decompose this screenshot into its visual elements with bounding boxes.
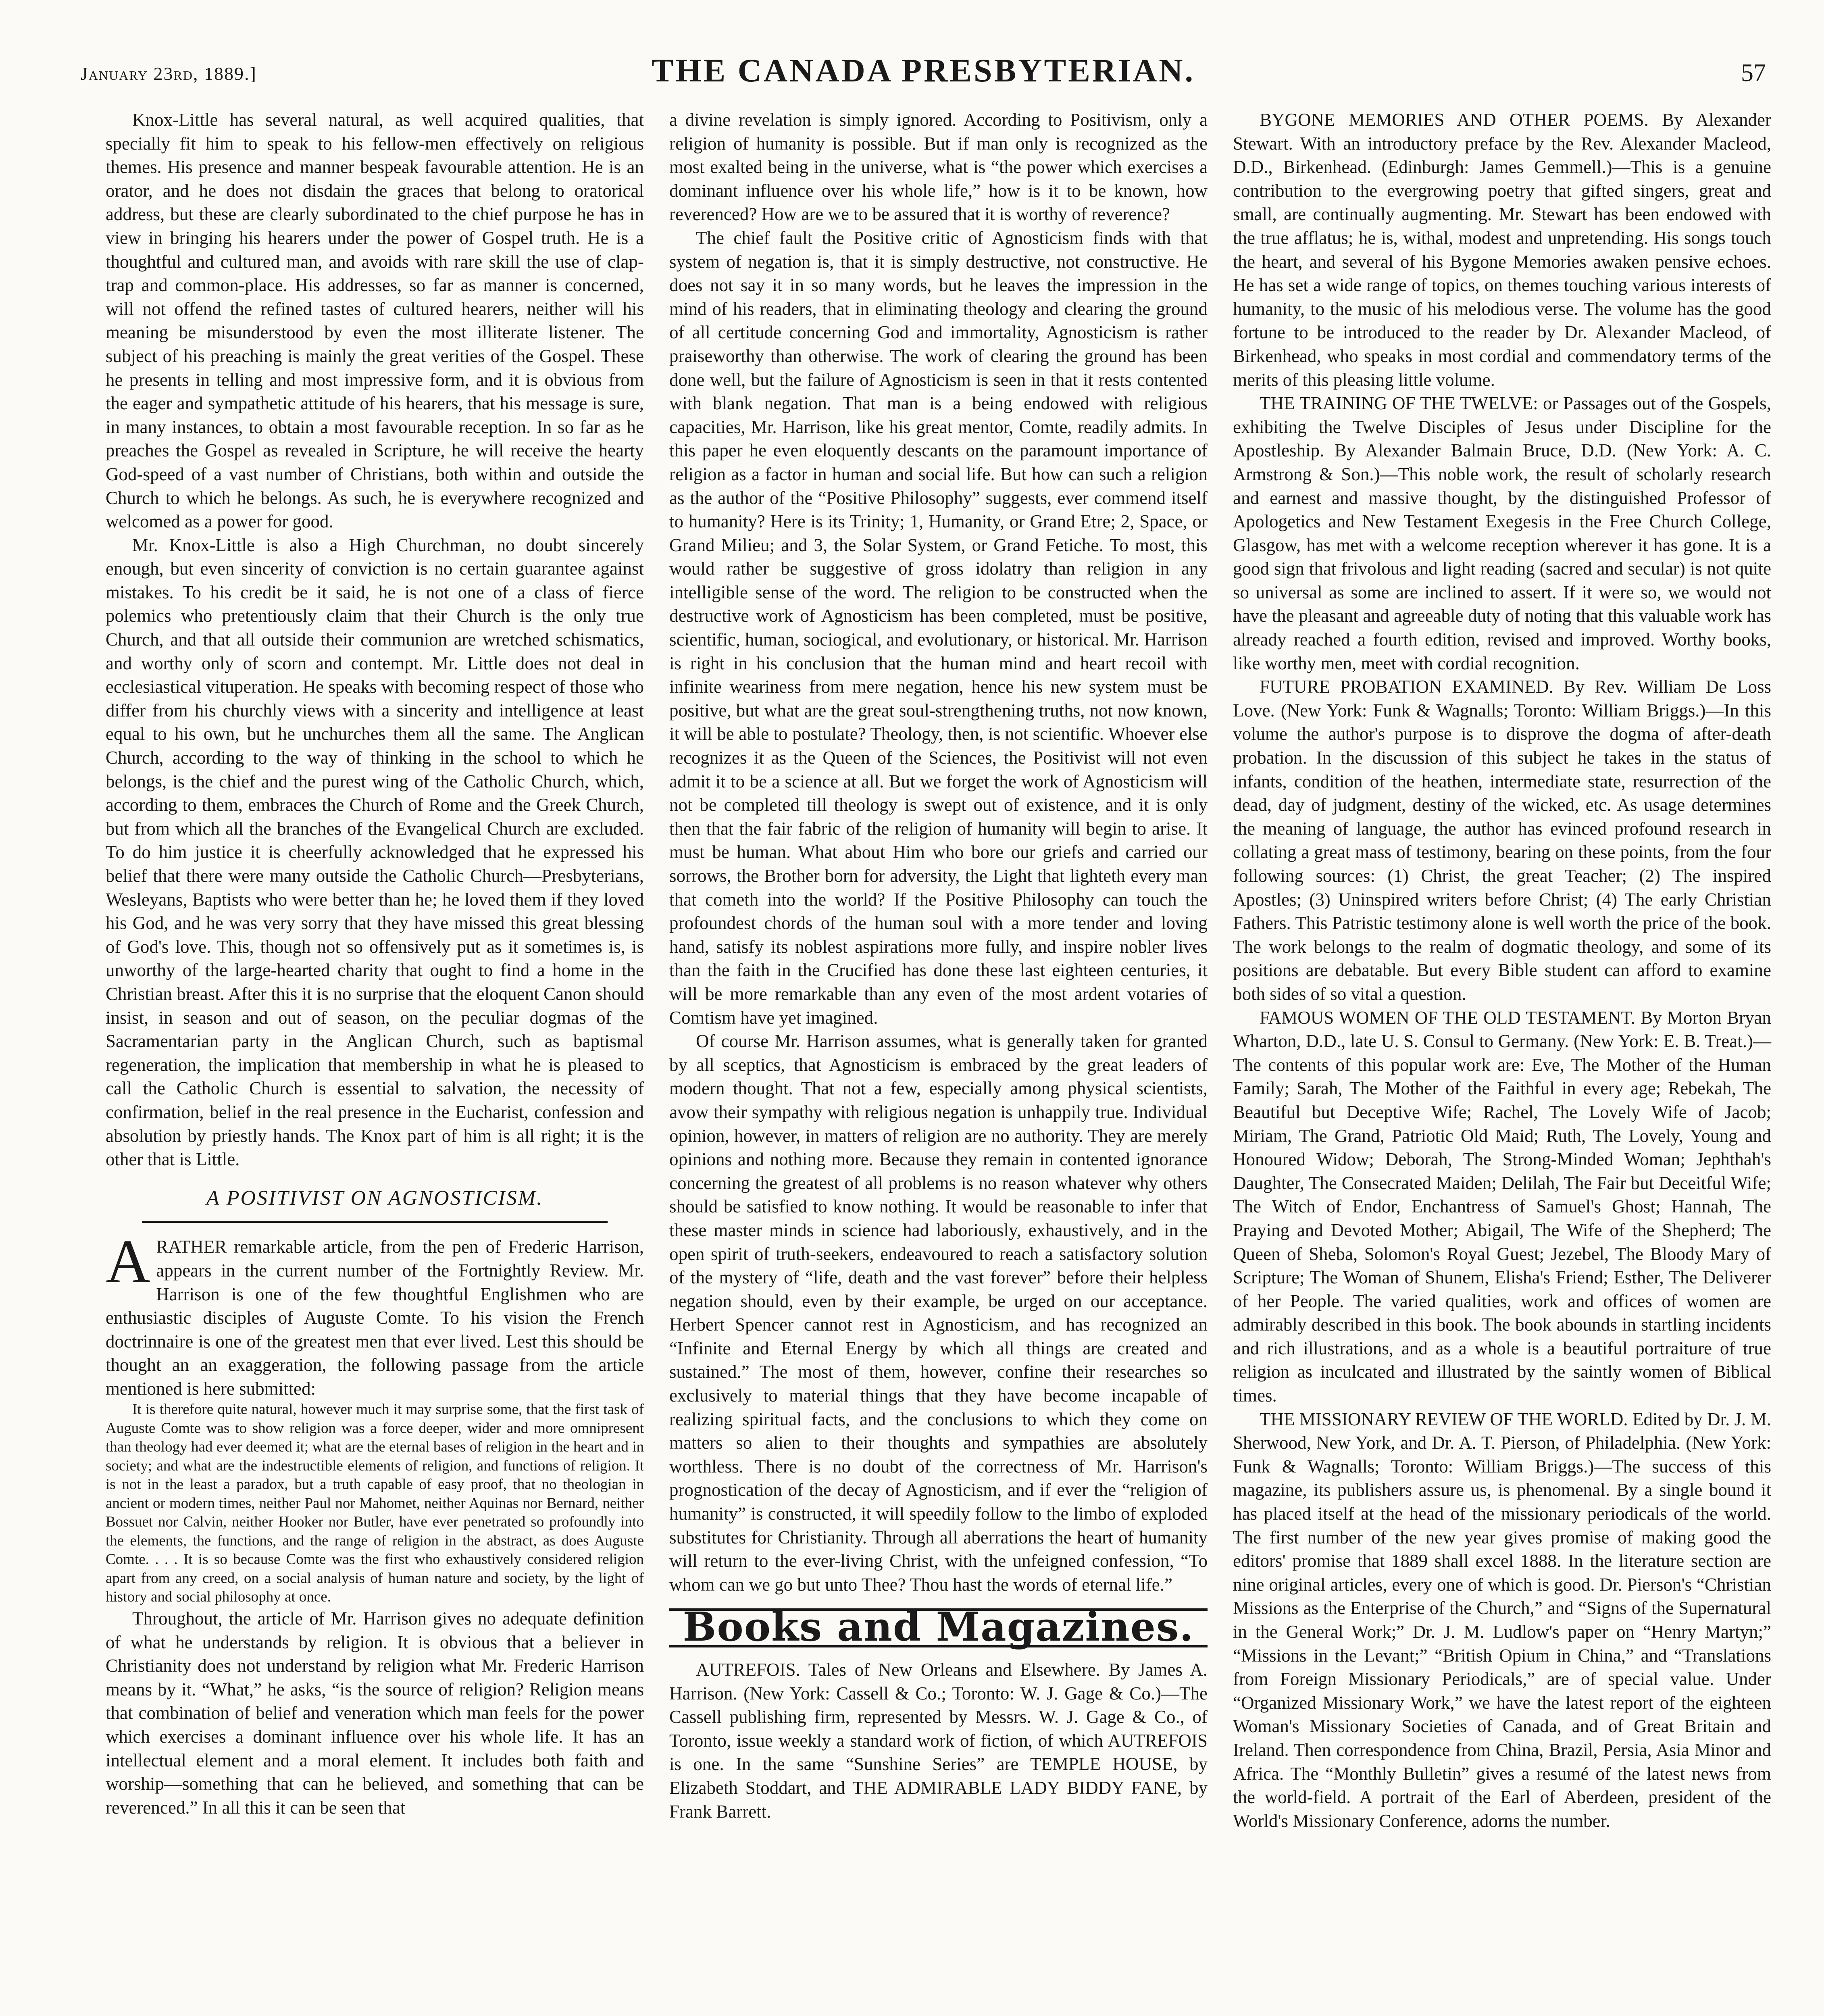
article-paragraph: Knox-Little has several natural, as well acquired qualities, that specially fit him to speak to his fellow-men effectively on religious themes. His presence and manner bespeak favourable attention. He is an orator, and he does not disdain the graces that belong to oratorical address, but these are clearly subordinated to the chief purpose he has in view in bringing his hearers under the power of Gospel truth. He is a thoughtful and cultured man, and avoids with rare skill the use of clap-trap and common-place. His addresses, so far as manner is concerned, will not offend the refined tastes of cultured hearers, neither will his meaning be misunderstood by even the most illiterate listener. The subject of his preaching is mainly the great verities of the Gospel. These he presents in telling and most impressive form, and it is obvious from the eager and sympathetic attitude of his hearers, that his message is sure, in many instances, to obtain a most favourable reception. In so far as he preaches the Gospel as revealed in Scripture, he will receive the hearty God-speed of a vast number of Christians, both within and outside the Church to which he belongs. As such, he is everywhere recognized and welcomed as a power for good. xyxy=(106,110,644,532)
page-header xyxy=(81,52,1766,96)
column-right xyxy=(1233,108,1771,1833)
review-paragraph: FUTURE PROBATION EXAMINED. By Rev. William De Loss Love. (New York: Funk & Wagnalls; Toronto: William Briggs.)—In this volume the author's purpose is to disprove the dogma of after-death probation. In the discussion of this subject he takes in the status of infants, condition of the heathen, intermediate state, resurrection of the dead, day of judgment, destiny of the wicked, etc. As usage determines the meaning of language, the author has evinced profound research in collating a great mass of testimony, bearing on these points, from the four following sources: (1) Christ, the great Teacher; (2) The inspired Apostles; (3) Uninspired writers before Christ; (4) The early Christian Fathers. This Patristic testimony alone is well worth the price of the book. The work belongs to the realm of dogmatic theology, and some of its positions are debatable. But every Bible student can afford to examine both sides of so vital a question. xyxy=(1233,677,1771,1004)
article-paragraph: Throughout, the article of Mr. Harrison gives no adequate definition of what he understands by religion. It is obvious that a believer in Christianity does not understand by religion what Mr. Frederic Harrison means by it. “What,” he asks, “is the source of religion? Religion means that combination of belief and veneration which man feels for the power which exercises a dominant influence over his whole life. It has an intellectual element and a moral element. It includes both faith and worship—something that can he believed, and something that can be reverenced.” In all this it can be seen that xyxy=(106,1608,644,1818)
article-paragraph: Mr. Knox-Little is also a High Churchman, no doubt sincerely enough, but even sincerity of conviction is no certain guarantee against mistakes. To his credit be it said, he is not one of a class of fierce polemics who pretentiously claim that their Church is the only true Church, and that all outside their communion are wretched schismatics, and worthy only of scorn and contempt. Mr. Little does not deal in ecclesiastical vituperation. He speaks with becoming respect of those who differ from his churchly views with a sincerity and intelligence at least equal to his own, but he unchurches them all the same. The Anglican Church, according to the way of thinking in the school to which he belongs, is the chief and the purest wing of the Catholic Church, which, according to them, embraces the Church of Rome and the Greek Church, but from which all the branches of the Evangelical Church are excluded. To do him justice it is cheerfully acknowledged that he expressed his belief that there were many outside the Catholic Church—Presbyterians, Wesleyans, Baptists who were better than he; he loved them if they loved his God, and he was very sorry that they have missed this great blessing of God's love. This, though not so offensively put as it sometimes is, is unworthy of the large-hearted charity that ought to find a home in the Christian breast. After this it is no surprise that the eloquent Canon should insist, in season and out of season, on the peculiar dogmas of the Sacramentarian party in the Anglican Church, such as baptismal regeneration, the implication that membership in what he is pleased to call the Catholic Church is essential to salvation, the necessity of confirmation, belief in the real presence in the Eucharist, confession and absolution by priestly hands. The Knox part of him is all right; it is the other that is Little. xyxy=(106,535,644,1170)
block-quote: It is therefore quite natural, however much it may surprise some, that the first task of Auguste Comte was to show religion was a force deeper, wider and more omnipresent than theology had ever deemed it; what are the eternal bases of religion in the heart and in society; and what are the indestructible elements of religion, and functions of religion. It is not in the least a paradox, but a truth capable of easy proof, that no theologian in ancient or modern times, neither Paul nor Mahomet, neither Aquinas nor Bernard, neither Bossuet nor Calvin, neither Hooker nor Butler, have ever penetrated so profoundly into the elements, the functions, and the range of religion in the abstract, as does Auguste Comte. . . . It is so because Comte was the first who exhaustively considered religion apart from any creed, on a social analysis of human nature and society, by the light of history and social philosophy at once. xyxy=(106,1401,644,1606)
article-paragraph: ARATHER remarkable article, from the pen of Frederic Harrison, appears in the current number of the Fortnightly Review. Mr. Harrison is one of the few thoughtful Englishmen who are enthusiastic disciples of Auguste Comte. To his vision the French doctrinnaire is one of the greatest men that ever lived. Lest this should be thought an an exaggeration, the following passage from the article mentioned is here submitted: xyxy=(106,1227,644,1399)
masthead-title: THE CANADA PRESBYTERIAN. xyxy=(652,52,1195,89)
review-paragraph: BYGONE MEMORIES AND OTHER POEMS. By Alexander Stewart. With an introductory preface by the Rev. Alexander Macleod, D.D., Birkenhead. (Edinburgh: James Gemmell.)—This is a genuine contribution to the evergrowing poetry that gifted singers, great and small, are continually augmenting. Mr. Stewart has been endowed with the true afflatus; he is, withal, modest and unpretending. His songs touch the heart, and several of his Bygone Memories awaken pensive echoes. He has set a wide range of topics, on themes touching various interests of humanity, to the music of his melodious verse. The volume has the good fortune to be introduced to the reader by Dr. Alexander Macleod, of Birkenhead, who speaks in most cordial and commendatory terms of the merits of this pleasing little volume. xyxy=(1233,110,1771,390)
article-paragraph: a divine revelation is simply ignored. According to Positivism, only a religion of humanity is possible. But if man only is recognized as the most exalted being in the universe, what is “the power which exercises a dominant influence over his whole life,” how is it to be known, how reverenced? How are we to be assured that it is worthy of reverence? xyxy=(669,110,1208,225)
page-number: 57 xyxy=(1741,59,1766,87)
issue-date: January 23rd, 1889.] xyxy=(81,63,257,84)
section-heading: A POSITIVIST ON AGNOSTICISM. xyxy=(206,1186,543,1210)
review-paragraph: FAMOUS WOMEN OF THE OLD TESTAMENT. By Morton Bryan Wharton, D.D., late U. S. Consul to Germany. (New York: E. B. Treat.)—The contents of this popular work are: Eve, The Mother of the Human Family; Sarah, The Mother of the Faithful in every age; Rebekah, The Beautiful but Deceptive Wife; Rachel, The Lovely Wife of Jacob; Miriam, The Grand, Patriotic Old Maid; Ruth, The Lovely, Young and Honoured Widow; Deborah, The Strong-Minded Woman; Jephthah's Daughter, The Consecrated Maiden; Delilah, The Fair but Deceitful Wife; The Witch of Endor, Enchantress of Samuel's Ghost; Hannah, The Praying and Devoted Mother; Abigail, The Wife of the Shepherd; The Queen of Sheba, Solomon's Royal Guest; Jezebel, The Bloody Mary of Scripture; The Woman of Shunem, Elisha's Friend; Esther, The Deliverer of her People. The varied qualities, work and offices of women are admirably described in this book. The book abounds in startling incidents and rich illustrations, and as a whole is a beautiful portraiture of true religion as inculcated and illustrated by the saintly women of Biblical times. xyxy=(1233,1007,1771,1406)
section-heading: Books and Magazines. xyxy=(669,1608,1208,1647)
column-middle xyxy=(669,108,1208,1823)
review-paragraph: THE MISSIONARY REVIEW OF THE WORLD. Edited by Dr. J. M. Sherwood, New York, and Dr. A. T. Pierson, of Philadelphia. (New York: Funk & Wagnalls; Toronto: William Briggs.)—The success of this magazine, its publishers assure us, is phenomenal. By a single bound it has placed itself at the head of the missionary periodicals of the world. The first number of the new year gives promise of making good the editors' promise that 1889 shall excel 1888. In the literature section are nine original articles, every one of which is good. Dr. Pierson's “Christian Missions as the Enterprise of the Church,” and “Signs of the Supernatural in the General Work;” Dr. J. M. Ludlow's paper on “Henry Martyn;” “Missions in the Levant;” “British Opium in China,” and “Translations from Foreign Missionary Periodicals,” are of special value. Under “Organized Missionary Work,” we have the latest report of the eighteen Woman's Missionary Societies of Canada, and of Great Britain and Ireland. Then correspondence from China, Brazil, Persia, Asia Minor and Africa. The “Monthly Bulletin” gives a resumé of the latest news from the world-field. A portrait of the Earl of Aberdeen, president of the World's Missionary Conference, adorns the number. xyxy=(1233,1409,1771,1831)
column-left xyxy=(106,108,644,1819)
article-paragraph: Of course Mr. Harrison assumes, what is generally taken for granted by all sceptics, that Agnosticism is embraced by the great leaders of modern thought. That not a few, especially among physical scientists, avow their sympathy with religious negation is unhappily true. Individual opinion, however, in matters of religion are no authority. They are merely opinions and nothing more. Because they remain in contented ignorance concerning the greatest of all problems is no reason whatever why others should be satisfied to know nothing. It would be reasonable to infer that these master minds in science had laboriously, exhaustively, and in the open spirit of truth-seekers, endeavoured to reach a satisfactory solution of the mystery of “life, death and the vast forever” before their helpless negation should, even by their example, be urged on our acceptance. Herbert Spencer cannot rest in Agnosticism, and has recognized an “Infinite and Eternal Energy by which all things are created and sustained.” The most of them, however, confine their researches so exclusively to material things that they have become incapable of realizing spiritual facts, and the conclusions to which they come on matters so alien to their thoughts and sympathies are absolutely worthless. There is no doubt of the correctness of Mr. Harrison's prognostication of the decay of Agnosticism, and if ever the “religion of humanity” is constructed, it will speedily follow to the limbo of exploded substitutes for Christianity. Through all aberrations the heart of humanity will return to the ever-living Christ, with the unfeigned confession, “To whom can we go but unto Thee? Thou hast the words of eternal life.” xyxy=(669,1031,1208,1595)
review-paragraph: AUTREFOIS. Tales of New Orleans and Elsewhere. By James A. Harrison. (New York: Cassell & Co.; Toronto: W. J. Gage & Co.)—The Cassell publishing firm, represented by Messrs. W. J. Gage & Co., of Toronto, issue weekly a standard work of fiction, of which AUTREFOIS is one. In the same “Sunshine Series” are TEMPLE HOUSE, by Elizabeth Stoddart, and THE ADMIRABLE LADY BIDDY FANE, by Frank Barrett. xyxy=(669,1660,1208,1822)
article-paragraph: The chief fault the Positive critic of Agnosticism finds with that system of negation is, that it is simply destructive, not constructive. He does not say it in so many words, but he leaves the impression in the mind of his readers, that in eliminating theology and clearing the ground of all certitude concerning God and immortality, Agnosticism is rather praiseworthy than otherwise. The work of clearing the ground has been done well, but the failure of Agnosticism is seen in that it rests contented with blank negation. That man is a being endowed with religious capacities, Mr. Harrison, like his great mentor, Comte, readily admits. In this paper he even eloquently descants on the paramount importance of religion as a factor in human and social life. But how can such a religion as the author of the “Positive Philosophy” suggests, ever commend itself to humanity? Here is its Trinity; 1, Humanity, or Grand Etre; 2, Space, or Grand Milieu; and 3, the Solar System, or Grand Fetiche. To most, this would rather be suggestive of gross idolatry than religion in any intelligible sense of the word. The religion to be constructed when the destructive work of Agnosticism has been completed, must be positive, scientific, human, sociogical, and evolutionary, or historical. Mr. Harrison is right in his conclusion that the human mind and heart recoil with infinite weariness from mere negation, hence his new system must be positive, but what are the great soul-strengthening truths, not now known, it will be able to postulate? Theology, then, is not scientific. Whoever else recognizes it as the Queen of the Sciences, the Positivist will not even admit it to be a science at all. But we forget the work of Agnosticism will not be completed till theology is swept out of existence, and it is only then that the fair fabric of the religion of humanity will begin to arise. It must be human. What about Him who bore our griefs and carried our sorrows, the Brother born for adversity, the Light that lighteth every man that cometh into the world? If the Positive Philosophy can touch the profoundest chords of the human soul with a more tender and loving hand, satisfy its noblest aspirations more fully, and inspire nobler lives than the faith in the Crucified has done these last eighteen centuries, it will be more remarkable than any even of the most ardent votaries of Comtism have yet imagined. xyxy=(669,227,1208,1028)
review-paragraph: THE TRAINING OF THE TWELVE: or Passages out of the Gospels, exhibiting the Twelve Disciples of Jesus under Discipline for the Apostleship. By Alexander Balmain Bruce, D.D. (New York: A. C. Armstrong & Son.)—This noble work, the result of scholarly research and earnest and massive thought, by the distinguished Professor of Apologetics and New Testament Exegesis in the Free Church College, Glasgow, has met with a welcome reception wherever it has gone. It is a good sign that frivolous and light reading (sacred and secular) is not quite so universal as some are inclined to assert. If it were so, we would not have the pleasant and agreeable duty of noting that this valuable work has already reached a fourth edition, revised and improved. Worthy books, like worthy men, meet with cordial recognition. xyxy=(1233,393,1771,673)
divider xyxy=(142,1221,608,1223)
